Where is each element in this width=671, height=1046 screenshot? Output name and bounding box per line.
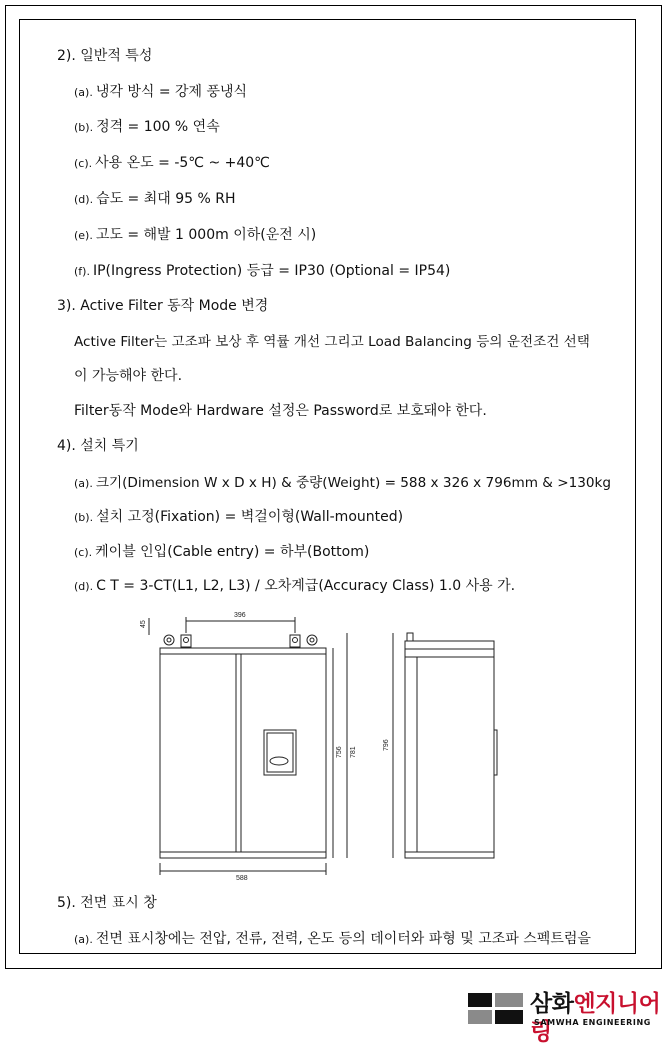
front-view xyxy=(149,617,347,875)
logo-ko-black: 삼화 xyxy=(530,991,574,1017)
display-window xyxy=(264,730,296,775)
side-view xyxy=(393,633,497,858)
item-text: 크기(Dimension W x D x H) & 중량(Weight) = 588 x 326 x 796mm & >130kg xyxy=(95,475,612,491)
item-text: 설치 고정(Fixation) = 벽걸이형(Wall-mounted) xyxy=(96,509,404,525)
item-text: 고도 = 해발 1 000m 이하(운전 시) xyxy=(95,227,317,243)
item-marker: (d). xyxy=(74,580,94,593)
list-item xyxy=(74,508,403,527)
list-item xyxy=(74,577,515,596)
list-item xyxy=(74,543,369,562)
list-item xyxy=(74,118,220,137)
dim-label-756: 756 xyxy=(336,746,343,758)
cabinet-dimension-drawing xyxy=(120,605,520,880)
list-item xyxy=(74,83,247,102)
paragraph-line: 이 가능해야 한다. xyxy=(74,368,183,384)
paragraph-line: Active Filter는 고조파 보상 후 역률 개선 그리고 Load Balancing 등의 운전조건 선택 xyxy=(74,334,590,350)
list-item xyxy=(74,154,270,173)
item-text: 사용 온도 = -5℃ ~ +40℃ xyxy=(95,155,270,171)
item-text: 케이블 인입(Cable entry) = 하부(Bottom) xyxy=(95,544,370,560)
item-marker: (e). xyxy=(74,229,93,242)
list-item xyxy=(74,190,236,209)
list-item xyxy=(74,930,591,949)
item-marker: (d). xyxy=(74,193,94,206)
paragraph-line: Filter동작 Mode와 Hardware 설정은 Password로 보호돼야 한다. xyxy=(74,403,487,419)
lifting-eye-left xyxy=(164,635,191,647)
item-marker: (b). xyxy=(74,121,94,134)
item-text: 정격 = 100 % 연속 xyxy=(96,119,220,135)
dim-label-bottom: 588 xyxy=(236,875,248,880)
list-item xyxy=(74,262,450,281)
logo-mark-icon xyxy=(468,993,524,1025)
item-text: C T = 3-CT(L1, L2, L3) / 오차계급(Accuracy Class) 1.0 사용 가. xyxy=(96,578,516,594)
list-item xyxy=(74,474,611,493)
dim-label-45: 45 xyxy=(140,620,147,628)
logo-ko-red: 엔지니어링 xyxy=(530,991,661,1045)
list-item xyxy=(74,226,316,245)
lifting-eye-right xyxy=(290,635,317,647)
section-3-heading: 3). Active Filter 동작 Mode 변경 xyxy=(57,298,269,314)
dim-label-top: 396 xyxy=(234,612,246,619)
section-5-heading: 5). 전면 표시 창 xyxy=(57,895,157,911)
item-marker: (c). xyxy=(74,546,93,559)
door-split xyxy=(236,654,241,852)
item-marker: (f). xyxy=(74,265,90,278)
item-marker: (c). xyxy=(74,157,93,170)
item-text: IP(Ingress Protection) 등급 = IP30 (Optional = IP54) xyxy=(92,263,451,279)
item-text: 냉각 방식 = 강제 풍냉식 xyxy=(95,84,248,100)
dim-label-781: 781 xyxy=(350,746,357,758)
item-marker: (a). xyxy=(74,933,93,946)
item-marker: (a). xyxy=(74,86,93,99)
item-marker: (a). xyxy=(74,477,93,490)
item-text: 습도 = 최대 95 % RH xyxy=(96,191,236,207)
section-4-heading: 4). 설치 특기 xyxy=(57,438,139,454)
logo-english: SAMWHA ENGINEERING xyxy=(534,1018,651,1027)
item-marker: (b). xyxy=(74,511,94,524)
company-logo xyxy=(468,990,666,1045)
item-text: 전면 표시창에는 전압, 전류, 전력, 온도 등의 데이터와 파형 및 고조파 스펙트럼을 xyxy=(95,931,591,947)
dim-label-796: 796 xyxy=(383,739,390,751)
side-cabinet-body xyxy=(405,641,494,858)
front-cabinet-body xyxy=(160,648,326,858)
section-2-heading: 2). 일반적 특성 xyxy=(57,48,153,64)
side-door-handle xyxy=(494,730,497,775)
